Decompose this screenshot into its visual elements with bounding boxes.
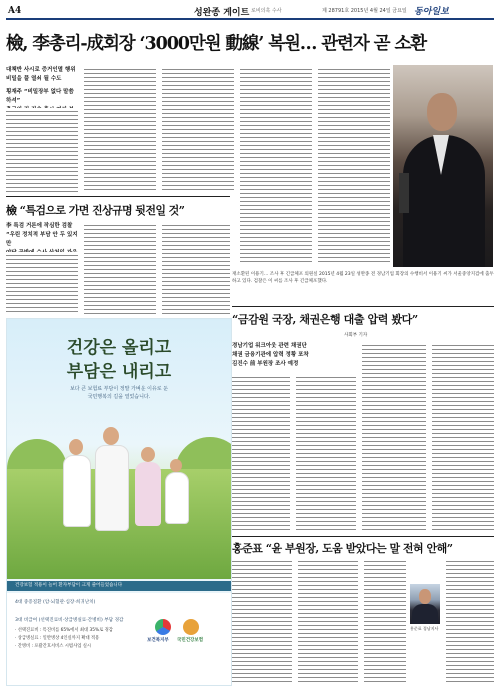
- photo-caption: 재소환된 이용기… 조사 후 긴급체포 의원실 2015년 4월 23일 성완종 전 경남기업 회장의 수행비서 이용기 씨가 서울중앙지검에 출두하고 있다. 검찰은 이 씨를 조사 후 긴급체포했다.: [232, 272, 494, 284]
- insurance-logo-icon: [183, 619, 199, 635]
- article-divider: [232, 536, 494, 537]
- portrait-caption: 홍준표 경남지사: [410, 626, 439, 631]
- article3-body-col-1: [232, 374, 290, 532]
- portrait-photo: [410, 584, 440, 624]
- ministry-logo-icon: [155, 619, 171, 635]
- article2-body-col-2: [84, 222, 156, 314]
- ad-info-bullet: · 간병비 : 포괄간호서비스 시범사업 실시: [15, 644, 92, 649]
- page-number: A4: [8, 6, 22, 16]
- ad-info-title: 4대 중증질환 (암·뇌혈관·심장·희귀난치): [15, 600, 96, 605]
- ad-banner-text: 건강보험 적용이 늘어 환자부담이 크게 줄어들었습니다: [15, 583, 123, 588]
- article2-subhead: “우린 정치적 부담 안 두 있지만: [6, 232, 78, 247]
- section-title: 성완종 게이트: [194, 8, 250, 18]
- ad-banner: [7, 581, 231, 591]
- article4-body-col-1: [232, 558, 292, 684]
- article3-body-col-3: [362, 342, 426, 532]
- article3-subhead: 경남기업 워크아웃 관련 채권단: [232, 343, 307, 349]
- ad-info-bullet: · 상급병실료 : 일반병상 4인실까지 확대 적용: [15, 636, 100, 641]
- newspaper-logo: 동아일보: [414, 7, 449, 17]
- article3-byline: 사회부 기자: [344, 333, 368, 338]
- health-insurance-ad: [6, 318, 232, 686]
- article2-headline: 檢 “특검으로 가면 진상규명 뒷전일 것”: [6, 204, 185, 217]
- article3-subheads: [232, 342, 356, 369]
- header-divider: [6, 18, 494, 20]
- ad-info-panel: [7, 593, 231, 685]
- article2-subhead: 李 특검 거론에 작심한 검찰: [6, 223, 73, 229]
- ad-headline-1: 건강은 올리고: [66, 338, 172, 358]
- ad-headline-2: 부담은 내리고: [66, 362, 172, 382]
- issue-date: 제 28791호 2015년 4월 24일 금요일: [322, 8, 407, 14]
- lead-subhead: 비밀을 풀 열쇠 될 수도: [6, 76, 62, 82]
- article2-body-col-3: [162, 222, 230, 314]
- article4-body-col-2: [298, 558, 358, 684]
- article3-body-col-2: [296, 374, 356, 532]
- lead-body-col-3: [162, 66, 234, 192]
- lead-subhead: 대책반 사시로 증거인멸 행위: [6, 67, 76, 73]
- article-divider: [232, 306, 494, 307]
- lead-subhead: 횡재주 “비밀장부 없다 말씀하셔”: [6, 89, 74, 104]
- lead-body-col-5: [318, 66, 390, 262]
- article2-body-col-1: [6, 252, 78, 314]
- article4-body-col-4: [446, 558, 494, 684]
- ad-subtitle-2: 국민행복의 길을 열었습니다.: [87, 394, 151, 400]
- lead-body-col-4: [240, 66, 312, 262]
- lead-body-col-1: [6, 108, 78, 192]
- section-subtitle: 로비의혹 수사: [251, 8, 282, 14]
- ad-subtitle-1: 보다 큰 보험료 부담이 정말 가벼운 이유로 둔: [69, 386, 169, 392]
- ministry-logo-text: 보건복지부: [147, 638, 169, 643]
- news-photo-suspect: [393, 65, 493, 267]
- article3-subhead: 김진수 前 부원장 조사 예정: [232, 361, 299, 367]
- article4-headline: 홍준표 “윤 부원장, 도움 받았다는 말 전혀 안해”: [232, 542, 453, 555]
- article3-subhead: 채권 금융기관에 압력 정황 포착: [232, 352, 309, 358]
- ad-info-title: 3대 비급여 (선택진료비·상급병실료·간병비) 부담 경감: [15, 618, 124, 623]
- lead-headline: 檢, 李총리-成회장 ‘3000만원 動線’ 복원… 관련자 곧 소환: [6, 34, 427, 54]
- lead-body-col-2: [84, 66, 156, 192]
- ad-info-bullet: · 선택진료비 : 특진비를 65%에서 최대 35%로 경감: [15, 628, 113, 633]
- article3-body-col-4: [432, 342, 494, 532]
- article4-body-col-3: [364, 558, 406, 684]
- article-divider: [6, 196, 230, 197]
- article3-headline: “금감원 국장, 채권은행 대출 압력 봤다”: [232, 313, 418, 326]
- insurance-logo-text: 국민건강보험: [177, 638, 204, 643]
